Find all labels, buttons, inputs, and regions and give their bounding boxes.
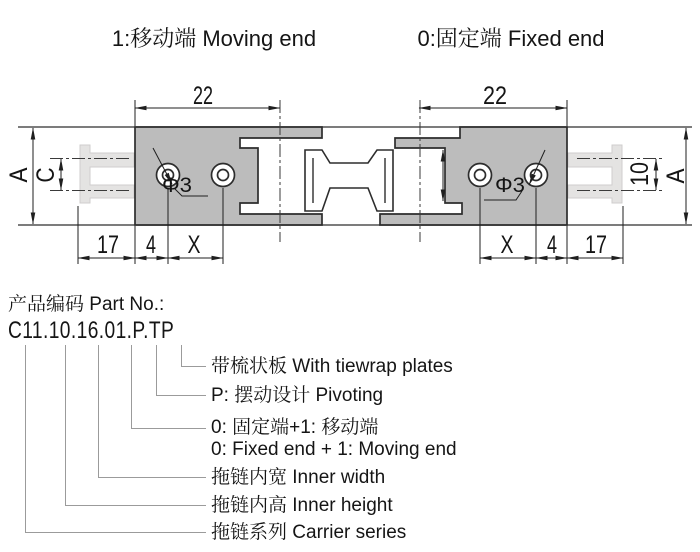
- dim-text-22-right: 22: [483, 82, 507, 110]
- legend-fixed-moving-end: [211, 417, 457, 461]
- legend-fixed-moving-end-line1: 0: 固定端+1: 移动端: [211, 417, 379, 438]
- dim-text-17-right: 17: [585, 231, 607, 259]
- ghost-connector-left: [80, 145, 134, 203]
- dim-text-x-right: X: [500, 231, 514, 259]
- fixed-end-label: 0:固定端 Fixed end: [417, 26, 605, 51]
- part-no-title: 产品编码 Part No.:: [8, 294, 165, 315]
- mounting-hole: [525, 164, 548, 187]
- legend-fixed-moving-end-line2: 0: Fixed end + 1: Moving end: [211, 439, 457, 460]
- legend-inner-height: 拖链内高 Inner height: [211, 495, 393, 516]
- dim-text-22-left: 22: [193, 82, 213, 110]
- dim-text-hole-right: Φ3: [495, 174, 525, 197]
- part-no-code: C11.10.16.01.P.TP: [8, 317, 175, 344]
- legend-leader-c11: [25, 345, 206, 533]
- dim-text-hole-left: Φ3: [162, 174, 192, 197]
- pivot-link-shape: [305, 150, 393, 211]
- legend-tiewrap-plates: 带梳状板 With tiewrap plates: [211, 356, 453, 377]
- dim-text-c: C: [32, 164, 60, 183]
- ghost-connector-right: [568, 145, 622, 203]
- moving-end-label: 1:移动端 Moving end: [111, 26, 317, 51]
- legend-pivoting: P: 摆动设计 Pivoting: [211, 385, 384, 406]
- mounting-hole: [469, 164, 492, 187]
- dim-text-4-right: 4: [547, 231, 558, 259]
- mounting-hole: [212, 164, 235, 187]
- dim-text-17-left: 17: [97, 231, 119, 259]
- dim-text-a-left: A: [5, 165, 33, 183]
- dim-text-10: 10: [626, 158, 654, 186]
- dim-text-a-right: A: [662, 166, 690, 184]
- legend-carrier-series: 拖链系列 Carrier series: [211, 522, 407, 543]
- legend-inner-width: 拖链内宽 Inner width: [211, 467, 386, 488]
- dim-text-4-left: 4: [146, 231, 157, 259]
- dim-text-x-left: X: [187, 231, 201, 259]
